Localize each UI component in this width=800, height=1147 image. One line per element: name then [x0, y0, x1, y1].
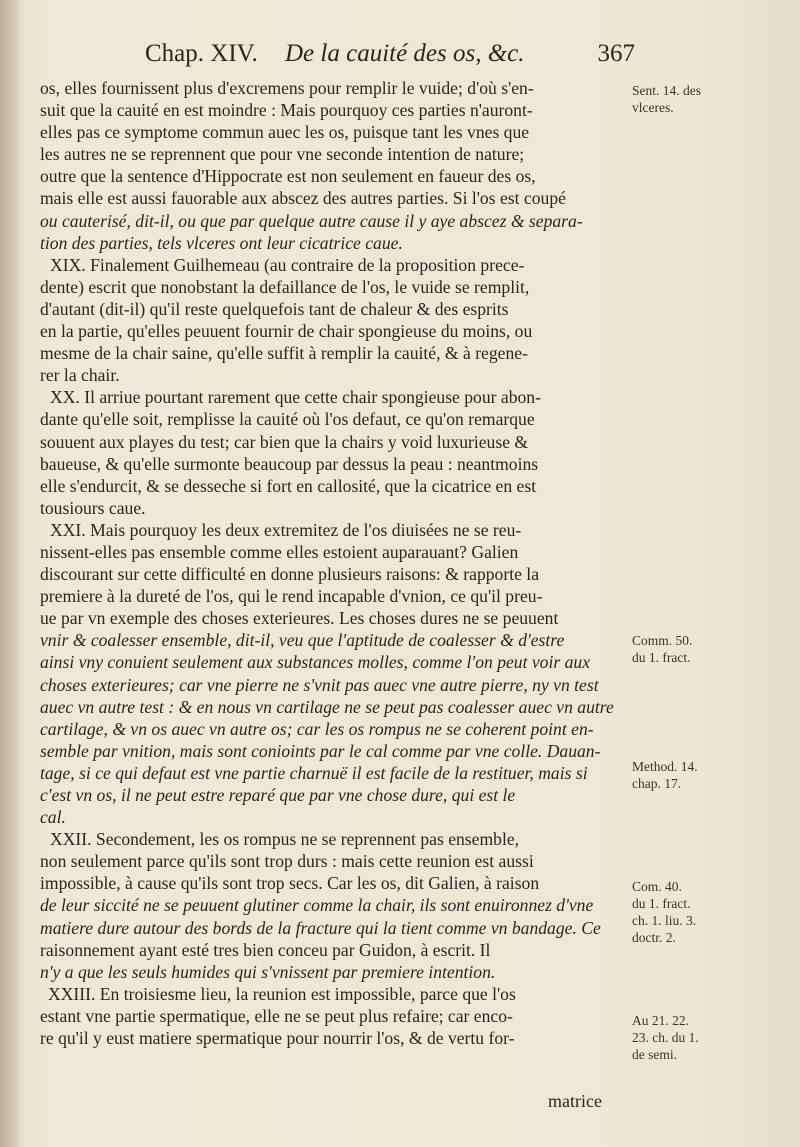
margin-note — [632, 878, 797, 946]
text-line: os, elles fournissent plus d'excremens pour remplir le vuide; d'où s'en- — [40, 78, 534, 98]
text-line: suit que la cauité en est moindre : Mais pourquoy ces parties n'auront- — [40, 100, 533, 121]
body-text — [40, 77, 625, 1049]
text-line: impossible, à cause qu'ils sont trop secs. Car les os, dit Galien, à raison — [40, 873, 540, 894]
margin-note-line: ch. 1. liu. 3. — [632, 913, 697, 928]
text-line: ainsi vny conuient seulement aux substances molles, comme l'on peut voir aux — [40, 652, 591, 673]
page-gutter-shadow — [0, 0, 18, 1147]
chapter-title: De la cauité des os, &c. — [285, 40, 525, 67]
text-line: auec vn autre test : & en nous vn cartilage ne se peut pas coalesser auec vn autre — [40, 696, 614, 717]
margin-note-line: du 1. fract. — [632, 650, 691, 665]
text-line: tage, si ce qui defaut est vne partie charnuë il est facile de la restituer, mais si — [40, 762, 588, 783]
text-line: dante qu'elle soit, remplisse la cauité où l'os defaut, ce qu'on remarque — [40, 409, 535, 430]
margin-note-line: Comm. 50. — [632, 633, 693, 648]
margin-note-line: vlceres. — [632, 100, 674, 115]
chapter-label: Chap. XIV. — [145, 40, 258, 67]
text-line: tousiours caue. — [40, 497, 146, 518]
margin-note-line: du 1. fract. — [632, 896, 691, 911]
text-line: XX. Il arriue pourtant rarement que cette chair spongieuse pour abon- — [50, 387, 541, 408]
text-line: dente) escrit que nonobstant la defaillance de l'os, le vuide se remplit, — [40, 276, 530, 297]
margin-note — [632, 1012, 797, 1063]
page-number: 367 — [597, 40, 635, 67]
margin-note — [632, 82, 797, 116]
text-line: XXIII. En troisiesme lieu, la reunion est impossible, parce que l'os — [48, 983, 516, 1004]
margin-note — [632, 632, 797, 666]
text-line: c'est vn os, il ne peut estre reparé que par vne chose dure, qui est le — [40, 785, 516, 805]
margin-note-line: Au 21. 22. — [632, 1013, 689, 1028]
margin-note-line: Com. 40. — [632, 879, 682, 894]
text-line: ou cauterisé, dit-il, ou que par quelque autre cause il y aye abscez & separa- — [40, 210, 583, 231]
text-line: semble par vnition, mais sont conioints par le cal comme par vne colle. Dauan- — [40, 740, 601, 761]
text-line: discourant sur cette difficulté en donne plusieurs raisons: & rapporte la — [40, 564, 539, 585]
text-line: baueuse, & qu'elle surmonte beaucoup par dessus la peau : neantmoins — [40, 453, 539, 474]
text-line: de leur siccité ne se peuuent glutiner comme la chair, ils sont enuironnez d'vne — [40, 895, 594, 916]
margin-note-line: doctr. 2. — [632, 930, 676, 945]
text-line: choses exterieures; car vne pierre ne s'vnit pas auec vne autre pierre, ny vn test — [40, 674, 599, 695]
text-line: outre que la sentence d'Hippocrate est non seulement en faueur des os, — [40, 166, 536, 187]
text-line: non seulement parce qu'ils sont trop durs : mais cette reunion est aussi — [40, 851, 534, 872]
text-line: cal. — [40, 807, 66, 828]
text-line: raisonnement ayant esté tres bien conceu par Guidon, à escrit. Il — [40, 939, 491, 960]
margin-note-line: Method. 14. — [632, 759, 698, 774]
margin-note-line: 23. ch. du 1. — [632, 1030, 699, 1045]
text-line: matiere dure autour des bords de la fracture qui la tient comme vn bandage. Ce — [40, 917, 601, 938]
text-line: tion des parties, tels vlceres ont leur cicatrice caue. — [40, 232, 403, 253]
text-line: XXI. Mais pourquoy les deux extremitez de l'os diuisées ne se reu- — [50, 519, 522, 540]
text-line: re qu'il y eust matiere spermatique pour nourrir l'os, & de vertu for- — [40, 1028, 515, 1049]
text-line: ue par vn exemple des choses exterieures. Les choses dures ne se peuuent — [40, 608, 559, 629]
margin-note — [632, 758, 797, 792]
text-line: elle s'endurcit, & se desseche si fort en callosité, que la cicatrice en est — [40, 475, 537, 496]
text-line: n'y a que les seuls humides qui s'vnissent par premiere intention. — [40, 961, 496, 982]
text-line: XXII. Secondement, les os rompus ne se reprennent pas ensemble, — [50, 829, 520, 850]
text-line: nissent-elles pas ensemble comme elles estoient auparauant? Galien — [40, 541, 519, 562]
text-line: XIX. Finalement Guilhemeau (au contraire de la proposition prece- — [50, 254, 525, 275]
text-line: d'autant (dit-il) qu'il reste quelquefois tant de chaleur & des esprits — [40, 298, 509, 319]
text-line: les autres ne se reprennent que pour vne seconde intention de nature; — [40, 144, 525, 165]
text-line: en la partie, qu'elles peuuent fournir de chair spongieuse du moins, ou — [40, 321, 533, 342]
text-line: premiere à la dureté de l'os, qui le rend incapable d'vnion, ce qu'il preu- — [40, 586, 543, 607]
text-line: rer la chair. — [40, 365, 120, 386]
margin-note-line: de semi. — [632, 1047, 677, 1062]
running-head — [145, 36, 635, 72]
margin-note-line: chap. 17. — [632, 776, 682, 791]
text-line: elles pas ce symptome commun auec les os, puisque tant les vnes que — [40, 122, 530, 143]
text-line: vnir & coalesser ensemble, dit-il, veu que l'aptitude de coalesser & d'estre — [40, 630, 565, 651]
text-line: mesme de la chair saine, qu'elle suffit à remplir la cauité, & à regene- — [40, 343, 528, 364]
text-line: cartilage, & vn os auec vn autre os; car les os rompus ne se coherent point en- — [40, 718, 594, 739]
text-line: mais elle est aussi fauorable aux abscez des autres parties. Si l'os est coupé — [40, 188, 566, 209]
catchword: matrice — [548, 1091, 602, 1111]
text-line: estant vne partie spermatique, elle ne se peut plus refaire; car enco- — [40, 1005, 513, 1026]
margin-note-line: Sent. 14. des — [632, 83, 701, 98]
text-line: souuent aux playes du test; car bien que la chairs y void luxurieuse & — [40, 431, 529, 452]
